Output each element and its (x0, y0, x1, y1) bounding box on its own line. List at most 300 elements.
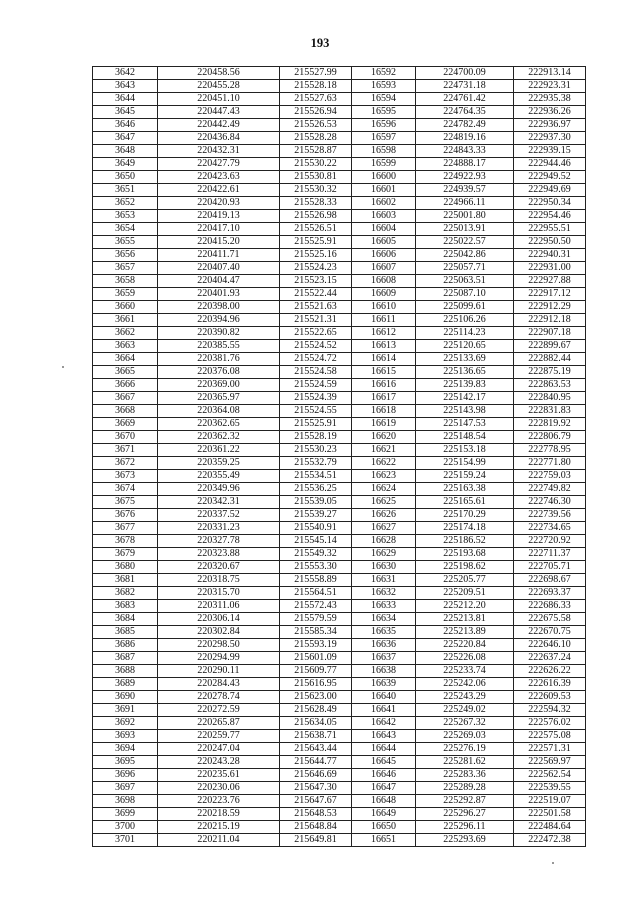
point-number-left-cell: 3675 (93, 496, 158, 509)
point-number-left-cell: 3645 (93, 106, 158, 119)
y-coordinate-left-cell: 215564.51 (280, 587, 352, 600)
x-coordinate-left-cell: 220451.10 (158, 93, 280, 106)
x-coordinate-right-cell: 224700.09 (416, 67, 514, 80)
point-number-right-cell: 16598 (352, 145, 416, 158)
y-coordinate-left-cell: 215539.05 (280, 496, 352, 509)
point-number-right-cell: 16595 (352, 106, 416, 119)
y-coordinate-left-cell: 215525.16 (280, 249, 352, 262)
x-coordinate-left-cell: 220337.52 (158, 509, 280, 522)
y-coordinate-right-cell: 222571.31 (514, 743, 586, 756)
table-row (93, 782, 586, 795)
y-coordinate-right-cell: 222937.30 (514, 132, 586, 145)
point-number-left-cell: 3669 (93, 418, 158, 431)
x-coordinate-left-cell: 220290.11 (158, 665, 280, 678)
y-coordinate-left-cell: 215530.23 (280, 444, 352, 457)
point-number-left-cell: 3695 (93, 756, 158, 769)
x-coordinate-right-cell: 224888.17 (416, 158, 514, 171)
point-number-left-cell: 3688 (93, 665, 158, 678)
y-coordinate-right-cell: 222720.92 (514, 535, 586, 548)
y-coordinate-left-cell: 215526.98 (280, 210, 352, 223)
x-coordinate-right-cell: 225186.52 (416, 535, 514, 548)
point-number-right-cell: 16625 (352, 496, 416, 509)
y-coordinate-left-cell: 215521.63 (280, 301, 352, 314)
y-coordinate-right-cell: 222609.53 (514, 691, 586, 704)
x-coordinate-right-cell: 224782.49 (416, 119, 514, 132)
table-row (93, 574, 586, 587)
y-coordinate-right-cell: 222940.31 (514, 249, 586, 262)
x-coordinate-right-cell: 224819.16 (416, 132, 514, 145)
point-number-left-cell: 3649 (93, 158, 158, 171)
table-row (93, 444, 586, 457)
y-coordinate-right-cell: 222739.56 (514, 509, 586, 522)
x-coordinate-right-cell: 225159.24 (416, 470, 514, 483)
point-number-left-cell: 3670 (93, 431, 158, 444)
point-number-left-cell: 3655 (93, 236, 158, 249)
x-coordinate-right-cell: 225174.18 (416, 522, 514, 535)
x-coordinate-right-cell: 225296.27 (416, 808, 514, 821)
table-row (93, 366, 586, 379)
x-coordinate-left-cell: 220390.82 (158, 327, 280, 340)
x-coordinate-left-cell: 220320.67 (158, 561, 280, 574)
y-coordinate-right-cell: 222698.67 (514, 574, 586, 587)
point-number-right-cell: 16649 (352, 808, 416, 821)
point-number-right-cell: 16609 (352, 288, 416, 301)
y-coordinate-left-cell: 215521.31 (280, 314, 352, 327)
point-number-right-cell: 16606 (352, 249, 416, 262)
x-coordinate-left-cell: 220455.28 (158, 80, 280, 93)
point-number-right-cell: 16619 (352, 418, 416, 431)
point-number-right-cell: 16635 (352, 626, 416, 639)
y-coordinate-right-cell: 222950.34 (514, 197, 586, 210)
point-number-right-cell: 16614 (352, 353, 416, 366)
point-number-right-cell: 16602 (352, 197, 416, 210)
point-number-right-cell: 16603 (352, 210, 416, 223)
table-row (93, 93, 586, 106)
point-number-left-cell: 3694 (93, 743, 158, 756)
y-coordinate-right-cell: 222931.00 (514, 262, 586, 275)
x-coordinate-right-cell: 224966.11 (416, 197, 514, 210)
table-row (93, 548, 586, 561)
point-number-right-cell: 16618 (352, 405, 416, 418)
x-coordinate-right-cell: 225042.86 (416, 249, 514, 262)
y-coordinate-right-cell: 222875.19 (514, 366, 586, 379)
point-number-right-cell: 16638 (352, 665, 416, 678)
y-coordinate-right-cell: 222939.15 (514, 145, 586, 158)
y-coordinate-right-cell: 222484.64 (514, 821, 586, 834)
y-coordinate-right-cell: 222936.97 (514, 119, 586, 132)
x-coordinate-left-cell: 220436.84 (158, 132, 280, 145)
x-coordinate-right-cell: 224764.35 (416, 106, 514, 119)
x-coordinate-left-cell: 220404.47 (158, 275, 280, 288)
y-coordinate-left-cell: 215526.51 (280, 223, 352, 236)
y-coordinate-left-cell: 215526.53 (280, 119, 352, 132)
point-number-right-cell: 16604 (352, 223, 416, 236)
point-number-left-cell: 3672 (93, 457, 158, 470)
point-number-right-cell: 16622 (352, 457, 416, 470)
x-coordinate-right-cell: 225165.61 (416, 496, 514, 509)
y-coordinate-right-cell: 222637.24 (514, 652, 586, 665)
x-coordinate-left-cell: 220458.56 (158, 67, 280, 80)
table-row (93, 249, 586, 262)
point-number-right-cell: 16629 (352, 548, 416, 561)
y-coordinate-right-cell: 222819.92 (514, 418, 586, 431)
x-coordinate-left-cell: 220331.23 (158, 522, 280, 535)
y-coordinate-right-cell: 222539.55 (514, 782, 586, 795)
y-coordinate-right-cell: 222917.12 (514, 288, 586, 301)
y-coordinate-right-cell: 222913.14 (514, 67, 586, 80)
scan-speck (552, 862, 554, 864)
y-coordinate-right-cell: 222693.37 (514, 587, 586, 600)
point-number-right-cell: 16633 (352, 600, 416, 613)
x-coordinate-right-cell: 225163.38 (416, 483, 514, 496)
point-number-left-cell: 3666 (93, 379, 158, 392)
y-coordinate-right-cell: 222746.30 (514, 496, 586, 509)
y-coordinate-right-cell: 222749.82 (514, 483, 586, 496)
x-coordinate-left-cell: 220398.00 (158, 301, 280, 314)
table-row (93, 665, 586, 678)
y-coordinate-right-cell: 222778.95 (514, 444, 586, 457)
point-number-right-cell: 16608 (352, 275, 416, 288)
point-number-left-cell: 3659 (93, 288, 158, 301)
point-number-left-cell: 3652 (93, 197, 158, 210)
y-coordinate-right-cell: 222519.07 (514, 795, 586, 808)
point-number-left-cell: 3658 (93, 275, 158, 288)
x-coordinate-left-cell: 220407.40 (158, 262, 280, 275)
table-row (93, 717, 586, 730)
point-number-left-cell: 3690 (93, 691, 158, 704)
table-row (93, 600, 586, 613)
y-coordinate-right-cell: 222949.69 (514, 184, 586, 197)
y-coordinate-right-cell: 222944.46 (514, 158, 586, 171)
x-coordinate-left-cell: 220318.75 (158, 574, 280, 587)
y-coordinate-left-cell: 215549.32 (280, 548, 352, 561)
y-coordinate-left-cell: 215536.25 (280, 483, 352, 496)
point-number-right-cell: 16637 (352, 652, 416, 665)
y-coordinate-right-cell: 222594.32 (514, 704, 586, 717)
point-number-right-cell: 16648 (352, 795, 416, 808)
table-row (93, 522, 586, 535)
x-coordinate-left-cell: 220315.70 (158, 587, 280, 600)
point-number-left-cell: 3689 (93, 678, 158, 691)
x-coordinate-left-cell: 220349.96 (158, 483, 280, 496)
y-coordinate-right-cell: 222831.83 (514, 405, 586, 418)
point-number-right-cell: 16639 (352, 678, 416, 691)
page-number: 193 (310, 36, 330, 50)
x-coordinate-right-cell: 225220.84 (416, 639, 514, 652)
x-coordinate-left-cell: 220323.88 (158, 548, 280, 561)
y-coordinate-left-cell: 215530.22 (280, 158, 352, 171)
x-coordinate-left-cell: 220385.55 (158, 340, 280, 353)
table-row (93, 379, 586, 392)
table-row (93, 418, 586, 431)
table-row (93, 457, 586, 470)
point-number-left-cell: 3677 (93, 522, 158, 535)
table-row (93, 275, 586, 288)
point-number-right-cell: 16621 (352, 444, 416, 457)
table-row (93, 106, 586, 119)
table-row (93, 652, 586, 665)
y-coordinate-left-cell: 215528.19 (280, 431, 352, 444)
y-coordinate-left-cell: 215634.05 (280, 717, 352, 730)
x-coordinate-right-cell: 225283.36 (416, 769, 514, 782)
point-number-right-cell: 16636 (352, 639, 416, 652)
table-row (93, 509, 586, 522)
table-row (93, 353, 586, 366)
y-coordinate-right-cell: 222949.52 (514, 171, 586, 184)
y-coordinate-left-cell: 215540.91 (280, 522, 352, 535)
point-number-right-cell: 16623 (352, 470, 416, 483)
point-number-right-cell: 16651 (352, 834, 416, 847)
x-coordinate-left-cell: 220355.49 (158, 470, 280, 483)
table-row (93, 145, 586, 158)
y-coordinate-right-cell: 222927.88 (514, 275, 586, 288)
table-row (93, 236, 586, 249)
y-coordinate-left-cell: 215643.44 (280, 743, 352, 756)
y-coordinate-left-cell: 215528.18 (280, 80, 352, 93)
table-row (93, 626, 586, 639)
y-coordinate-right-cell: 222950.50 (514, 236, 586, 249)
x-coordinate-left-cell: 220265.87 (158, 717, 280, 730)
y-coordinate-left-cell: 215648.84 (280, 821, 352, 834)
x-coordinate-right-cell: 225143.98 (416, 405, 514, 418)
point-number-left-cell: 3664 (93, 353, 158, 366)
y-coordinate-left-cell: 215579.59 (280, 613, 352, 626)
table-row (93, 405, 586, 418)
y-coordinate-left-cell: 215527.99 (280, 67, 352, 80)
point-number-left-cell: 3676 (93, 509, 158, 522)
x-coordinate-left-cell: 220259.77 (158, 730, 280, 743)
x-coordinate-left-cell: 220419.13 (158, 210, 280, 223)
y-coordinate-left-cell: 215524.55 (280, 405, 352, 418)
y-coordinate-left-cell: 215524.72 (280, 353, 352, 366)
point-number-left-cell: 3660 (93, 301, 158, 314)
point-number-right-cell: 16593 (352, 80, 416, 93)
x-coordinate-right-cell: 225281.62 (416, 756, 514, 769)
x-coordinate-right-cell: 225249.02 (416, 704, 514, 717)
y-coordinate-right-cell: 222912.18 (514, 314, 586, 327)
point-number-right-cell: 16594 (352, 93, 416, 106)
y-coordinate-right-cell: 222646.10 (514, 639, 586, 652)
point-number-right-cell: 16592 (352, 67, 416, 80)
x-coordinate-left-cell: 220272.59 (158, 704, 280, 717)
y-coordinate-left-cell: 215528.87 (280, 145, 352, 158)
y-coordinate-right-cell: 222711.37 (514, 548, 586, 561)
x-coordinate-left-cell: 220401.93 (158, 288, 280, 301)
x-coordinate-right-cell: 225114.23 (416, 327, 514, 340)
table-row (93, 119, 586, 132)
x-coordinate-left-cell: 220376.08 (158, 366, 280, 379)
point-number-left-cell: 3681 (93, 574, 158, 587)
y-coordinate-left-cell: 215545.14 (280, 535, 352, 548)
x-coordinate-left-cell: 220284.43 (158, 678, 280, 691)
point-number-left-cell: 3665 (93, 366, 158, 379)
table-row (93, 639, 586, 652)
point-number-left-cell: 3686 (93, 639, 158, 652)
y-coordinate-right-cell: 222675.58 (514, 613, 586, 626)
coordinates-table (92, 66, 586, 847)
x-coordinate-right-cell: 225154.99 (416, 457, 514, 470)
table-row (93, 756, 586, 769)
y-coordinate-right-cell: 222806.79 (514, 431, 586, 444)
y-coordinate-left-cell: 215638.71 (280, 730, 352, 743)
point-number-left-cell: 3643 (93, 80, 158, 93)
point-number-left-cell: 3673 (93, 470, 158, 483)
x-coordinate-left-cell: 220423.63 (158, 171, 280, 184)
point-number-right-cell: 16630 (352, 561, 416, 574)
x-coordinate-right-cell: 225001.80 (416, 210, 514, 223)
coordinates-table-body (93, 67, 586, 847)
x-coordinate-left-cell: 220362.65 (158, 418, 280, 431)
x-coordinate-left-cell: 220230.06 (158, 782, 280, 795)
y-coordinate-right-cell: 222771.80 (514, 457, 586, 470)
point-number-right-cell: 16627 (352, 522, 416, 535)
table-row (93, 496, 586, 509)
point-number-left-cell: 3656 (93, 249, 158, 262)
point-number-right-cell: 16610 (352, 301, 416, 314)
x-coordinate-right-cell: 225198.62 (416, 561, 514, 574)
point-number-right-cell: 16596 (352, 119, 416, 132)
x-coordinate-left-cell: 220218.59 (158, 808, 280, 821)
y-coordinate-right-cell: 222935.38 (514, 93, 586, 106)
x-coordinate-left-cell: 220311.06 (158, 600, 280, 613)
table-row (93, 483, 586, 496)
table-row (93, 769, 586, 782)
point-number-left-cell: 3687 (93, 652, 158, 665)
table-row (93, 587, 586, 600)
table-row (93, 210, 586, 223)
x-coordinate-right-cell: 225233.74 (416, 665, 514, 678)
point-number-left-cell: 3678 (93, 535, 158, 548)
point-number-right-cell: 16631 (352, 574, 416, 587)
x-coordinate-right-cell: 225120.65 (416, 340, 514, 353)
point-number-left-cell: 3662 (93, 327, 158, 340)
point-number-left-cell: 3650 (93, 171, 158, 184)
y-coordinate-left-cell: 215539.27 (280, 509, 352, 522)
x-coordinate-right-cell: 225106.26 (416, 314, 514, 327)
x-coordinate-right-cell: 225087.10 (416, 288, 514, 301)
point-number-right-cell: 16645 (352, 756, 416, 769)
table-row (93, 80, 586, 93)
point-number-left-cell: 3682 (93, 587, 158, 600)
point-number-left-cell: 3684 (93, 613, 158, 626)
x-coordinate-left-cell: 220420.93 (158, 197, 280, 210)
y-coordinate-left-cell: 215525.91 (280, 418, 352, 431)
table-row (93, 730, 586, 743)
y-coordinate-left-cell: 215524.59 (280, 379, 352, 392)
table-row (93, 67, 586, 80)
point-number-right-cell: 16634 (352, 613, 416, 626)
y-coordinate-left-cell: 215524.39 (280, 392, 352, 405)
point-number-right-cell: 16644 (352, 743, 416, 756)
y-coordinate-left-cell: 215527.63 (280, 93, 352, 106)
point-number-left-cell: 3683 (93, 600, 158, 613)
y-coordinate-right-cell: 222705.71 (514, 561, 586, 574)
x-coordinate-right-cell: 225276.19 (416, 743, 514, 756)
y-coordinate-left-cell: 215572.43 (280, 600, 352, 613)
point-number-left-cell: 3685 (93, 626, 158, 639)
point-number-left-cell: 3693 (93, 730, 158, 743)
x-coordinate-right-cell: 225213.89 (416, 626, 514, 639)
x-coordinate-right-cell: 225293.69 (416, 834, 514, 847)
table-row (93, 314, 586, 327)
y-coordinate-left-cell: 215649.81 (280, 834, 352, 847)
table-row (93, 834, 586, 847)
point-number-right-cell: 16628 (352, 535, 416, 548)
y-coordinate-left-cell: 215524.23 (280, 262, 352, 275)
y-coordinate-left-cell: 215526.94 (280, 106, 352, 119)
point-number-left-cell: 3642 (93, 67, 158, 80)
table-row (93, 691, 586, 704)
y-coordinate-left-cell: 215593.19 (280, 639, 352, 652)
y-coordinate-right-cell: 222626.22 (514, 665, 586, 678)
x-coordinate-left-cell: 220432.31 (158, 145, 280, 158)
y-coordinate-left-cell: 215528.28 (280, 132, 352, 145)
x-coordinate-right-cell: 225139.83 (416, 379, 514, 392)
x-coordinate-right-cell: 225153.18 (416, 444, 514, 457)
x-coordinate-right-cell: 225193.68 (416, 548, 514, 561)
x-coordinate-left-cell: 220298.50 (158, 639, 280, 652)
y-coordinate-right-cell: 222954.46 (514, 210, 586, 223)
x-coordinate-right-cell: 225013.91 (416, 223, 514, 236)
y-coordinate-left-cell: 215523.15 (280, 275, 352, 288)
y-coordinate-right-cell: 222882.44 (514, 353, 586, 366)
table-row (93, 704, 586, 717)
y-coordinate-right-cell: 222670.75 (514, 626, 586, 639)
x-coordinate-left-cell: 220342.31 (158, 496, 280, 509)
table-row (93, 340, 586, 353)
x-coordinate-right-cell: 225057.71 (416, 262, 514, 275)
point-number-right-cell: 16643 (352, 730, 416, 743)
point-number-left-cell: 3644 (93, 93, 158, 106)
point-number-left-cell: 3697 (93, 782, 158, 795)
y-coordinate-right-cell: 222759.03 (514, 470, 586, 483)
x-coordinate-left-cell: 220359.25 (158, 457, 280, 470)
point-number-left-cell: 3648 (93, 145, 158, 158)
x-coordinate-left-cell: 220294.99 (158, 652, 280, 665)
x-coordinate-right-cell: 225133.69 (416, 353, 514, 366)
y-coordinate-right-cell: 222616.39 (514, 678, 586, 691)
y-coordinate-left-cell: 215585.34 (280, 626, 352, 639)
x-coordinate-left-cell: 220215.19 (158, 821, 280, 834)
x-coordinate-right-cell: 225292.87 (416, 795, 514, 808)
x-coordinate-right-cell: 225267.32 (416, 717, 514, 730)
point-number-right-cell: 16597 (352, 132, 416, 145)
point-number-left-cell: 3692 (93, 717, 158, 730)
y-coordinate-right-cell: 222569.97 (514, 756, 586, 769)
point-number-right-cell: 16616 (352, 379, 416, 392)
y-coordinate-right-cell: 222907.18 (514, 327, 586, 340)
point-number-left-cell: 3654 (93, 223, 158, 236)
x-coordinate-right-cell: 225296.11 (416, 821, 514, 834)
table-row (93, 821, 586, 834)
point-number-left-cell: 3696 (93, 769, 158, 782)
x-coordinate-right-cell: 225209.51 (416, 587, 514, 600)
y-coordinate-left-cell: 215609.77 (280, 665, 352, 678)
y-coordinate-left-cell: 215647.67 (280, 795, 352, 808)
point-number-right-cell: 16612 (352, 327, 416, 340)
x-coordinate-right-cell: 225063.51 (416, 275, 514, 288)
table-row (93, 470, 586, 483)
x-coordinate-left-cell: 220362.32 (158, 431, 280, 444)
x-coordinate-left-cell: 220306.14 (158, 613, 280, 626)
point-number-left-cell: 3647 (93, 132, 158, 145)
table-row (93, 678, 586, 691)
x-coordinate-right-cell: 225147.53 (416, 418, 514, 431)
table-row (93, 535, 586, 548)
table-row (93, 158, 586, 171)
point-number-left-cell: 3657 (93, 262, 158, 275)
x-coordinate-right-cell: 225099.61 (416, 301, 514, 314)
